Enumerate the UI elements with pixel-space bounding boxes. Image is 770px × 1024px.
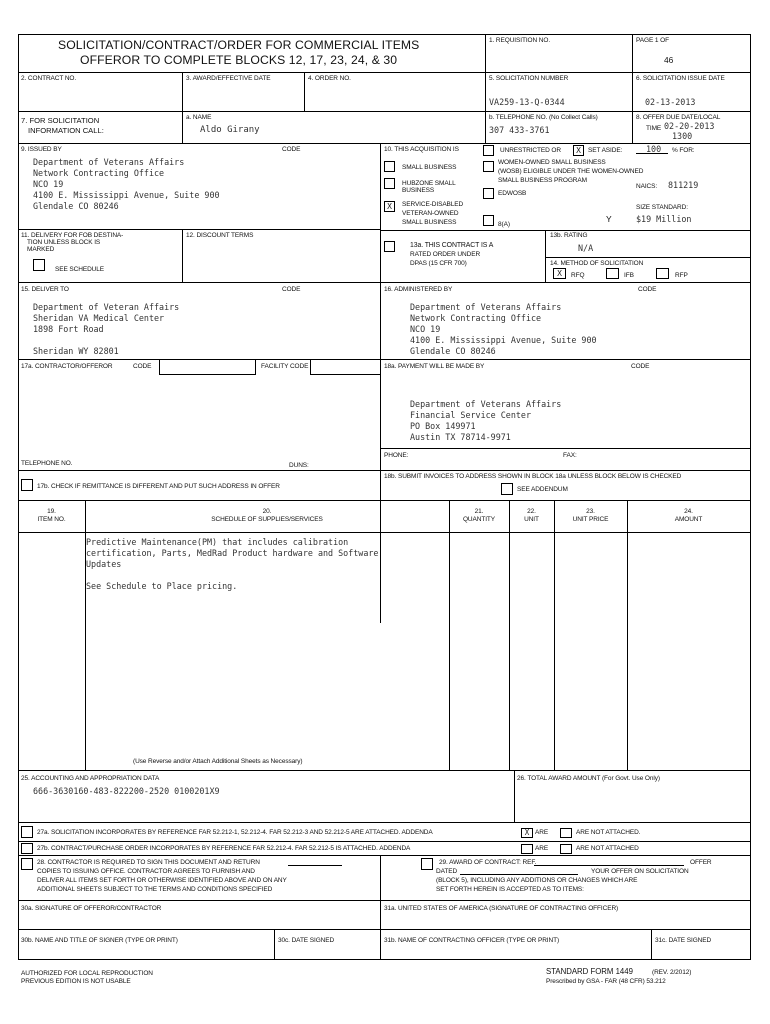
signer-date-label: 30c. DATE SIGNED <box>278 937 335 944</box>
contact-phone: 307 433-3761 <box>489 125 550 135</box>
wosb-label: WOMEN-OWNED SMALL BUSINESS <box>498 159 606 166</box>
28-label-4: ADDITIONAL SHEETS SUBJECT TO THE TERMS AND CONDITIONS SPECIFIED <box>37 886 273 893</box>
officer-name-label: 31b. NAME OF CONTRACTING OFFICER (TYPE OR PRINT) <box>384 937 560 944</box>
29-label-4: SET FORTH HEREIN IS ACCEPTED AS TO ITEMS: <box>436 886 584 893</box>
unrestricted-checkbox[interactable] <box>483 145 494 156</box>
percent-for-label: % FOR: <box>672 147 695 154</box>
submit-invoices-label: 18b. SUBMIT INVOICES TO ADDRESS SHOWN IN BLOCK 18a UNLESS BLOCK BELOW IS CHECKED <box>384 473 682 480</box>
27a-are-not-label: ARE NOT ATTACHED. <box>576 829 641 836</box>
set-aside-checkbox[interactable]: X <box>573 145 584 156</box>
address-line: 4100 E. Mississippi Avenue, Suite 900 <box>410 335 597 345</box>
28-label-3: DELIVER ALL ITEMS SET FORTH OR OTHERWISE IDENTIFIED ABOVE AND ON ANY <box>37 877 287 884</box>
due-date: 02-20-2013 <box>664 121 715 131</box>
small-business-label: SMALL BUSINESS <box>402 164 457 171</box>
address-line: PO Box 149971 <box>410 421 476 431</box>
phone-label: b. TELEPHONE NO. (No Collect Calls) <box>489 114 598 121</box>
col-unit-label: UNIT <box>524 516 539 523</box>
administered-by-label: 16. ADMINISTERED BY <box>384 286 453 293</box>
27a-are-not-checkbox[interactable] <box>560 828 572 838</box>
28-label-2: COPIES TO ISSUING OFFICE. CONTRACTOR AGREES TO FURNISH AND <box>37 868 255 875</box>
due-date-label: 8. OFFER DUE DATE/LOCAL <box>636 114 721 121</box>
issue-date: 02-13-2013 <box>645 97 696 107</box>
eight-a-checkbox[interactable] <box>483 215 494 226</box>
27a-are-label: ARE <box>535 829 549 836</box>
27a-label: 27a. SOLICITATION INCORPORATES BY REFERENCE FAR 52.212-1, 52.212-4. FAR 52.212-3 AND 52.212-5 ARE ATTACHED. ADDENDA <box>37 829 433 836</box>
fob-label-2: TION UNLESS BLOCK IS <box>27 239 101 246</box>
address-line: Glendale CO 80246 <box>410 346 496 356</box>
col-item-num: 19. <box>47 508 56 515</box>
prescribed-by: Prescribed by GSA - FAR (48 CFR) 53.212 <box>546 978 666 985</box>
auth-reproduction: AUTHORIZED FOR LOCAL REPRODUCTION <box>21 970 153 977</box>
name-label: a. NAME <box>186 114 212 121</box>
29-label-1: 29. AWARD OF CONTRACT: REF. <box>439 859 537 866</box>
form-revision: (REV. 2/2012) <box>652 969 692 976</box>
col-item-label: ITEM NO. <box>37 516 66 523</box>
see-addendum-label: SEE ADDENDUM <box>517 486 568 493</box>
address-line: NCO 19 <box>33 179 64 189</box>
form-name: STANDARD FORM 1449 <box>546 967 633 976</box>
see-addendum-checkbox[interactable] <box>501 483 513 495</box>
set-aside-label: SET ASIDE: <box>588 147 623 154</box>
reverse-note: (Use Reverse and/or Attach Additional Sheets as Necessary) <box>133 758 303 765</box>
see-schedule-checkbox[interactable] <box>33 259 45 271</box>
award-date-label: 3. AWARD/EFFECTIVE DATE <box>186 75 271 82</box>
wosb-label-2: (WOSB) ELIGIBLE UNDER THE WOMEN-OWNED <box>498 168 644 175</box>
payment-by-label: 18a. PAYMENT WILL BE MADE BY <box>384 363 485 370</box>
naics-label: NAICS: <box>636 183 658 190</box>
description-line: Predictive Maintenance(PM) that includes calibration <box>86 537 349 547</box>
telephone-label: TELEPHONE NO. <box>21 460 73 467</box>
col-amount-label: AMOUNT <box>674 516 703 523</box>
address-line: Sheridan VA Medical Center <box>33 313 165 323</box>
address-line: Glendale CO 80246 <box>33 201 119 211</box>
edwosb-checkbox[interactable] <box>483 188 494 199</box>
eight-a-label: 8(A) <box>498 221 510 228</box>
28-label-1: 28. CONTRACTOR IS REQUIRED TO SIGN THIS DOCUMENT AND RETURN <box>37 859 260 866</box>
form-subtitle: OFFEROR TO COMPLETE BLOCKS 12, 17, 23, 24, & 30 <box>80 53 398 67</box>
solicitation-call-label: 7. FOR SOLICITATION <box>21 116 100 125</box>
issued-by-code-label: CODE <box>282 146 301 153</box>
solicitation-no-label: 5. SOLICITATION NUMBER <box>489 75 569 82</box>
facility-code-field[interactable] <box>310 359 381 375</box>
signature-officer-field[interactable] <box>390 913 740 927</box>
hubzone-label: HUBZONE SMALL <box>402 180 456 187</box>
deliver-to-label: 15. DELIVER TO <box>21 286 69 293</box>
rated-order-label-2: RATED ORDER UNDER <box>410 251 481 258</box>
col-schedule-num: 20. <box>262 508 272 515</box>
deliver-to-code-label: CODE <box>282 286 301 293</box>
issue-date-label: 6. SOLICITATION ISSUE DATE <box>636 75 725 82</box>
fob-label-3: MARKED <box>27 246 55 253</box>
contact-name: Aldo Girany <box>200 125 260 135</box>
small-business-checkbox[interactable] <box>384 161 395 172</box>
col-unit-num: 22. <box>527 508 536 515</box>
duns-label: DUNS: <box>289 462 309 469</box>
requisition-label: 1. REQUISITION NO. <box>489 37 551 44</box>
address-line: Department of Veterans Affairs <box>410 302 562 312</box>
signature-offeror-field[interactable] <box>30 913 370 927</box>
remittance-checkbox[interactable] <box>21 479 33 491</box>
col-amount-num: 24. <box>684 508 693 515</box>
address-line: Department of Veteran Affairs <box>33 302 180 312</box>
eight-a-mark: Y <box>606 214 612 224</box>
method-label: 14. METHOD OF SOLICITATION <box>550 260 644 267</box>
size-standard: $19 Million <box>636 214 692 224</box>
27b-are-not-label: ARE NOT ATTACHED <box>576 845 639 852</box>
address-line: Sheridan WY 82801 <box>33 346 119 356</box>
unrestricted-label: UNRESTRICTED OR <box>500 147 561 154</box>
issued-by-label: 9. ISSUED BY <box>21 146 62 153</box>
29-offer: OFFER <box>690 859 712 866</box>
phone-label-18: PHONE: <box>384 452 409 459</box>
address-line: NCO 19 <box>410 324 441 334</box>
contractor-label: 17a. CONTRACTOR/OFFEROR <box>21 363 113 370</box>
order-no-label: 4. ORDER NO. <box>308 75 351 82</box>
signer-name-label: 30b. NAME AND TITLE OF SIGNER (TYPE OR PRINT) <box>21 937 178 944</box>
col-quantity-num: 21. <box>474 508 484 515</box>
address-line: Austin TX 78714-9971 <box>410 432 511 442</box>
29-your-offer: YOUR OFFER ON SOLICITATION <box>591 868 689 875</box>
address-line: 1898 Fort Road <box>33 324 104 334</box>
see-schedule-label: SEE SCHEDULE <box>55 266 105 273</box>
sdvosb-label-3: SMALL BUSINESS <box>402 219 457 226</box>
acquisition-label: 10. THIS ACQUISITION IS <box>384 146 459 153</box>
accounting-data: 666-3630160-483-822200-2520 0100201X9 <box>33 786 220 796</box>
rfp-checkbox[interactable] <box>656 268 669 279</box>
col-quantity-label: QUANTITY <box>462 516 496 523</box>
col-unit-price-label: UNIT PRICE <box>572 516 609 523</box>
address-line: Network Contracting Office <box>410 313 542 323</box>
rfq-label: RFQ <box>571 272 585 279</box>
27b-checkbox[interactable] <box>21 843 33 854</box>
due-time: 1300 <box>672 131 693 141</box>
description-line: certification, Parts, MedRad Product hardware and Software <box>86 548 379 558</box>
28-checkbox[interactable] <box>21 858 33 870</box>
address-line: Financial Service Center <box>410 410 532 420</box>
page-total: 46 <box>664 55 674 65</box>
fob-label: 11. DELIVERY FOR FOB DESTINA- <box>21 232 124 239</box>
rated-order-label-3: DPAS (15 CFR 700) <box>410 260 467 267</box>
rated-order-checkbox[interactable] <box>384 241 395 252</box>
rated-order-label: 13a. THIS CONTRACT IS A <box>410 242 494 249</box>
wosb-label-3: SMALL BUSINESS PROGRAM <box>498 177 587 184</box>
rating-value: N/A <box>578 243 594 253</box>
previous-edition: PREVIOUS EDITION IS NOT USABLE <box>21 978 131 985</box>
total-award-label: 26. TOTAL AWARD AMOUNT (For Govt. Use Only) <box>517 775 660 782</box>
address-line: 4100 E. Mississippi Avenue, Suite 900 <box>33 190 220 200</box>
27b-are-checkbox[interactable] <box>521 844 533 854</box>
form-title: SOLICITATION/CONTRACT/ORDER FOR COMMERCIAL ITEMS <box>58 38 420 52</box>
address-line: Network Contracting Office <box>33 168 165 178</box>
solicitation-no: VA259-13-Q-0344 <box>489 97 565 107</box>
due-time-label: TIME <box>646 125 662 132</box>
hubzone-checkbox[interactable] <box>384 178 395 189</box>
description-line: Updates <box>86 559 122 569</box>
discount-terms-label: 12. DISCOUNT TERMS <box>186 232 254 239</box>
rfp-label: RFP <box>675 272 688 279</box>
sdvosb-label-2: VETERAN-OWNED <box>402 210 459 217</box>
set-aside-percent: 100 <box>646 144 662 154</box>
fax-label-18: FAX: <box>563 452 577 459</box>
wosb-checkbox[interactable] <box>483 161 494 172</box>
ifb-label: IFB <box>624 272 634 279</box>
address-line: Department of Veterans Affairs <box>410 399 562 409</box>
27b-are-not-checkbox[interactable] <box>560 844 572 854</box>
contract-no-label: 2. CONTRACT NO. <box>21 75 77 82</box>
rating-label: 13b. RATING <box>550 232 588 239</box>
sdvosb-checkbox[interactable]: X <box>384 201 395 212</box>
officer-date-label: 31c. DATE SIGNED <box>655 937 712 944</box>
sdvosb-label: SERVICE-DISABLED <box>402 201 464 208</box>
address-line: Department of Veterans Affairs <box>33 157 185 167</box>
ifb-checkbox[interactable] <box>606 268 619 279</box>
27a-checkbox[interactable] <box>21 826 33 838</box>
naics-code: 811219 <box>668 180 699 190</box>
contractor-code-label: CODE <box>133 363 152 370</box>
payment-code-label: CODE <box>631 363 650 370</box>
facility-code-label: FACILITY CODE <box>261 363 309 370</box>
27b-label: 27b. CONTRACT/PURCHASE ORDER INCORPORATES BY REFERENCE FAR 52.212-4. FAR 52.212-5 IS ATTACHED. ADDENDA <box>37 845 411 852</box>
rfq-checkbox[interactable]: X <box>553 268 566 279</box>
signature-offeror-label: 30a. SIGNATURE OF OFFEROR/CONTRACTOR <box>21 905 162 912</box>
edwosb-label: EDWOSB <box>498 190 527 197</box>
hubzone-label-2: BUSINESS <box>402 187 435 194</box>
col-schedule-label: SCHEDULE OF SUPPLIES/SERVICES <box>211 516 323 523</box>
signature-officer-label: 31a. UNITED STATES OF AMERICA (SIGNATURE OF CONTRACTING OFFICER) <box>384 905 619 912</box>
page-label: PAGE 1 OF <box>636 37 669 44</box>
29-dated: DATED <box>436 868 458 875</box>
size-standard-label: SIZE STANDARD: <box>636 204 688 211</box>
solicitation-call-label-2: INFORMATION CALL: <box>28 126 104 135</box>
accounting-label: 25. ACCOUNTING AND APPROPRIATION DATA <box>21 775 160 782</box>
27b-are-label: ARE <box>535 845 549 852</box>
contractor-code-field[interactable] <box>159 359 256 375</box>
description-line: See Schedule to Place pricing. <box>86 581 238 591</box>
29-checkbox[interactable] <box>421 858 433 870</box>
administered-by-code-label: CODE <box>638 286 657 293</box>
27a-are-checkbox[interactable]: X <box>521 828 533 838</box>
29-label-3: (BLOCK 5), INCLUDING ANY ADDITIONS OR CHANGES WHICH ARE <box>436 877 638 884</box>
remittance-label: 17b. CHECK IF REMITTANCE IS DIFFERENT AND PUT SUCH ADDRESS IN OFFER <box>37 483 280 490</box>
col-unit-price-num: 23. <box>586 508 595 515</box>
